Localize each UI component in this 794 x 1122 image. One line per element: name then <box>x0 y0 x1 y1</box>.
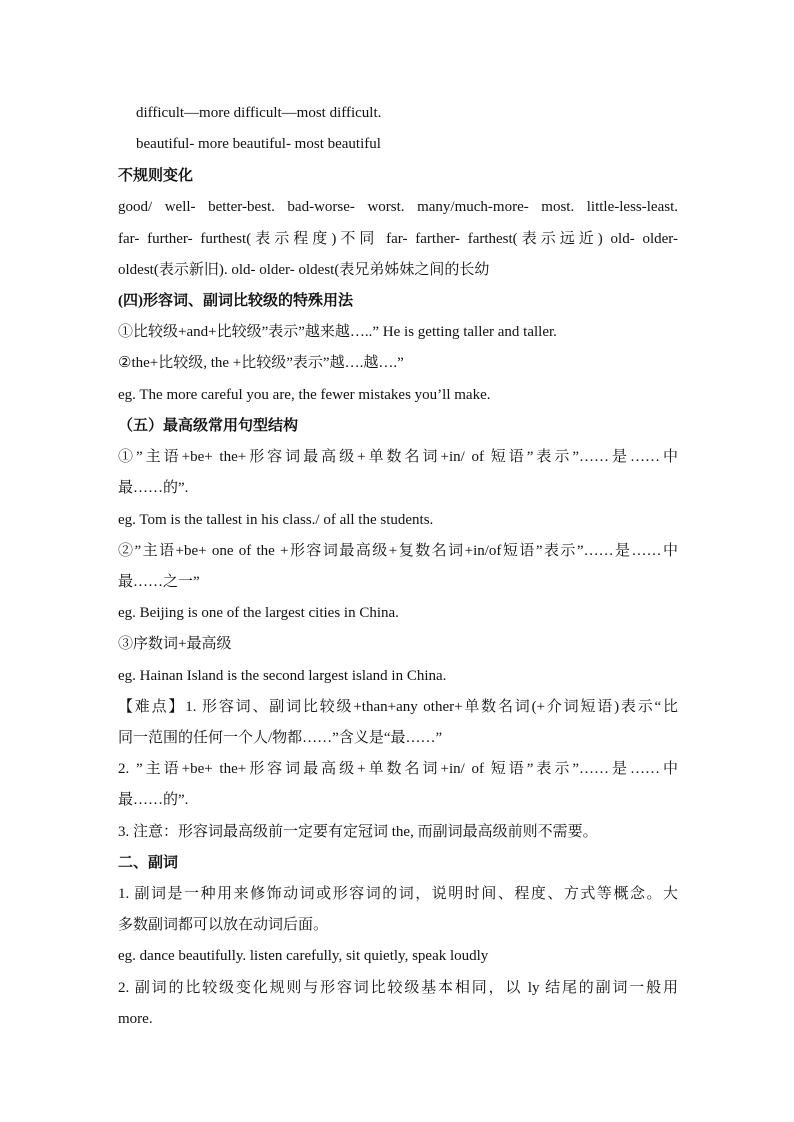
text-line: 2. ”主语+be+ the+形容词最高级+单数名词+in/ of 短语”表示”……是……中 <box>118 761 678 777</box>
text-line: 多数副词都可以放在动词后面。 <box>118 917 329 933</box>
text-line: eg. The more careful you are, the fewer mistakes you’ll make. <box>118 387 491 403</box>
text-line: difficult—more difficult—most difficult. <box>136 105 382 121</box>
text-line: 最……的”. <box>118 480 189 496</box>
text-line: ①比较级+and+比较级”表示”越来越…..” He is getting taller and taller. <box>118 324 557 340</box>
text-line: beautiful- more beautiful- most beautiful <box>136 136 381 152</box>
text-line: eg. Beijing is one of the largest cities in China. <box>118 605 399 621</box>
section-heading: 不规则变化 <box>118 168 194 184</box>
section-heading: （五）最高级常用句型结构 <box>118 418 299 434</box>
text-line: 3. 注意：形容词最高级前一定要有定冠词 the, 而副词最高级前则不需要。 <box>118 824 598 840</box>
text-line: 1. 副词是一种用来修饰动词或形容词的词，说明时间、程度、方式等概念。大 <box>118 886 678 902</box>
text-line: 【难点】1. 形容词、副词比较级+than+any other+单数名词(+介词短语)表示“比 <box>118 699 678 715</box>
text-line: eg. Hainan Island is the second largest island in China. <box>118 668 447 684</box>
text-line: 同一范围的任何一个人/物都……”含义是“最……” <box>118 730 443 746</box>
text-line: far- further- furthest(表示程度)不同 far- farther- farthest(表示远近) old- older- <box>118 231 678 247</box>
text-line: good/ well- better-best. bad-worse- worst. many/much-more- most. little-less-least. <box>118 199 678 215</box>
text-line: 最……的”. <box>118 792 189 808</box>
text-line: oldest(表示新旧). old- older- oldest(表兄弟姊妹之间的长幼 <box>118 262 490 278</box>
section-heading: (四)形容词、副词比较级的特殊用法 <box>118 293 353 309</box>
text-line: eg. dance beautifully. listen carefully, sit quietly, speak loudly <box>118 948 489 964</box>
text-line: 最……之一” <box>118 574 200 590</box>
text-line: ③序数词+最高级 <box>118 636 232 652</box>
text-line: ②”主语+be+ one of the +形容词最高级+复数名词+in/of短语”表示”……是……中 <box>118 543 678 559</box>
text-line: 2. 副词的比较级变化规则与形容词比较级基本相同，以 ly 结尾的副词一般用 <box>118 980 678 996</box>
text-line: ②the+比较级, the +比较级”表示”越….越….” <box>118 355 404 371</box>
section-heading: 二、副词 <box>118 855 179 871</box>
text-line: more. <box>118 1011 153 1027</box>
text-line: ①”主语+be+ the+形容词最高级+单数名词+in/ of 短语”表示”……是……中 <box>118 449 678 465</box>
text-line: eg. Tom is the tallest in his class./ of all the students. <box>118 512 434 528</box>
